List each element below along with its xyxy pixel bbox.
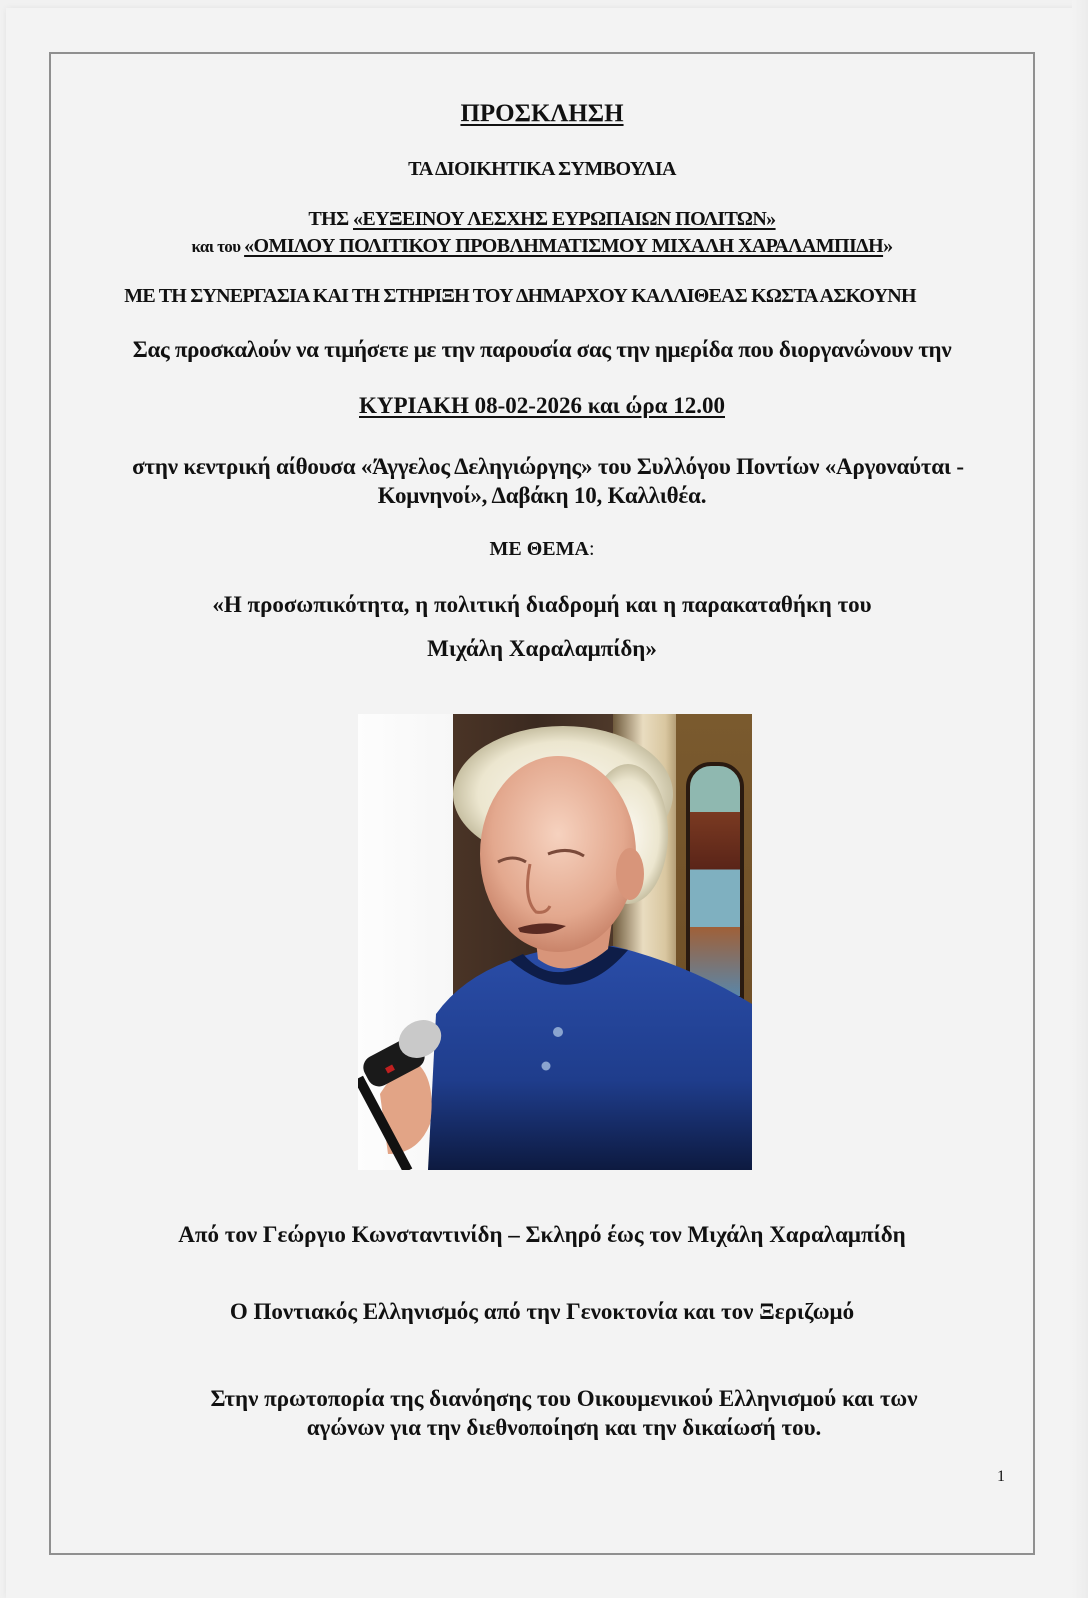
theme-line-2: Μιχάλη Χαραλαμπίδη» <box>427 636 657 661</box>
page-number: 1 <box>997 1468 1005 1485</box>
subtopic-1: Από τον Γεώργιο Κωνσταντινίδη – Σκληρό έως τον Μιχάλη Χαραλαμπίδη <box>178 1222 906 1247</box>
scroll-edge <box>1072 0 1088 1598</box>
subtopic-2: Ο Ποντιακός Ελληνισμός από την Γενοκτονία και τον Ξεριζωμό <box>229 1299 855 1324</box>
document-page <box>49 52 1035 1555</box>
cooperation-line: ΜΕ ΤΗ ΣΥΝΕΡΓΑΣΙΑ ΚΑΙ ΤΗ ΣΤΗΡΙΞΗ ΤΟΥ ΔΗΜΑΡΧΟΥ ΚΑΛΛΙΘΕΑΣ ΚΩΣΤΑ ΑΣΚΟΥΝΗ <box>124 285 916 307</box>
subtopic-3-line-1: Στην πρωτοπορία της διανόησης του Οικουμενικού Ελληνισμού και των <box>210 1386 918 1411</box>
document-title: ΠΡΟΣΚΛΗΣΗ <box>460 100 624 127</box>
invitation-line: Σας προσκαλούν να τιμήσετε με την παρουσία σας την ημερίδα που διοργανώνουν την <box>132 337 952 362</box>
org2-suffix: » <box>883 235 893 257</box>
event-date: ΚΥΡΙΑΚΗ 08-02-2026 και ώρα 12.00 <box>359 393 725 418</box>
theme-label <box>51 538 1033 561</box>
boards-line: ΤΑ ΔΙΟΙΚΗΤΙΚΑ ΣΥΜΒΟΥΛΙΑ <box>408 158 676 180</box>
photo-face <box>480 756 636 952</box>
venue-line-1: στην κεντρική αίθουσα «Άγγελος Δεληγιώργης» του Συλλόγου Ποντίων «Αργοναύται - <box>132 454 964 479</box>
org2-name: «ΟΜΙΛΟΥ ΠΟΛΙΤΙΚΟΥ ΠΡΟΒΛΗΜΑΤΙΣΜΟΥ ΜΙΧΑΛΗ ΧΑΡΑΛΑΜΠΙΔΗ <box>244 235 884 257</box>
venue-line-2: Κομνηνοί», Δαβάκη 10, Καλλιθέα. <box>377 483 707 508</box>
org1-name: «ΕΥΞΕΙΝΟΥ ΛΕΣΧΗΣ ΕΥΡΩΠΑΙΩΝ ΠΟΛΙΤΩΝ» <box>353 208 776 230</box>
org2-prefix: και του <box>191 237 245 256</box>
theme-label-text: ΜΕ ΘΕΜΑ <box>489 538 589 560</box>
photo-figure <box>358 714 752 1170</box>
subtopic-3-line-2: αγώνων για την διεθνοποίηση και την δικαίωσή του. <box>306 1415 822 1440</box>
organization-line-1 <box>51 208 1033 231</box>
speaker-photo <box>358 714 752 1170</box>
org1-prefix: ΤΗΣ <box>308 208 353 230</box>
organization-line-2 <box>51 235 1033 258</box>
theme-label-colon: : <box>588 538 595 560</box>
theme-line-1: «Η προσωπικότητα, η πολιτική διαδρομή και η παρακαταθήκη του <box>212 592 872 617</box>
